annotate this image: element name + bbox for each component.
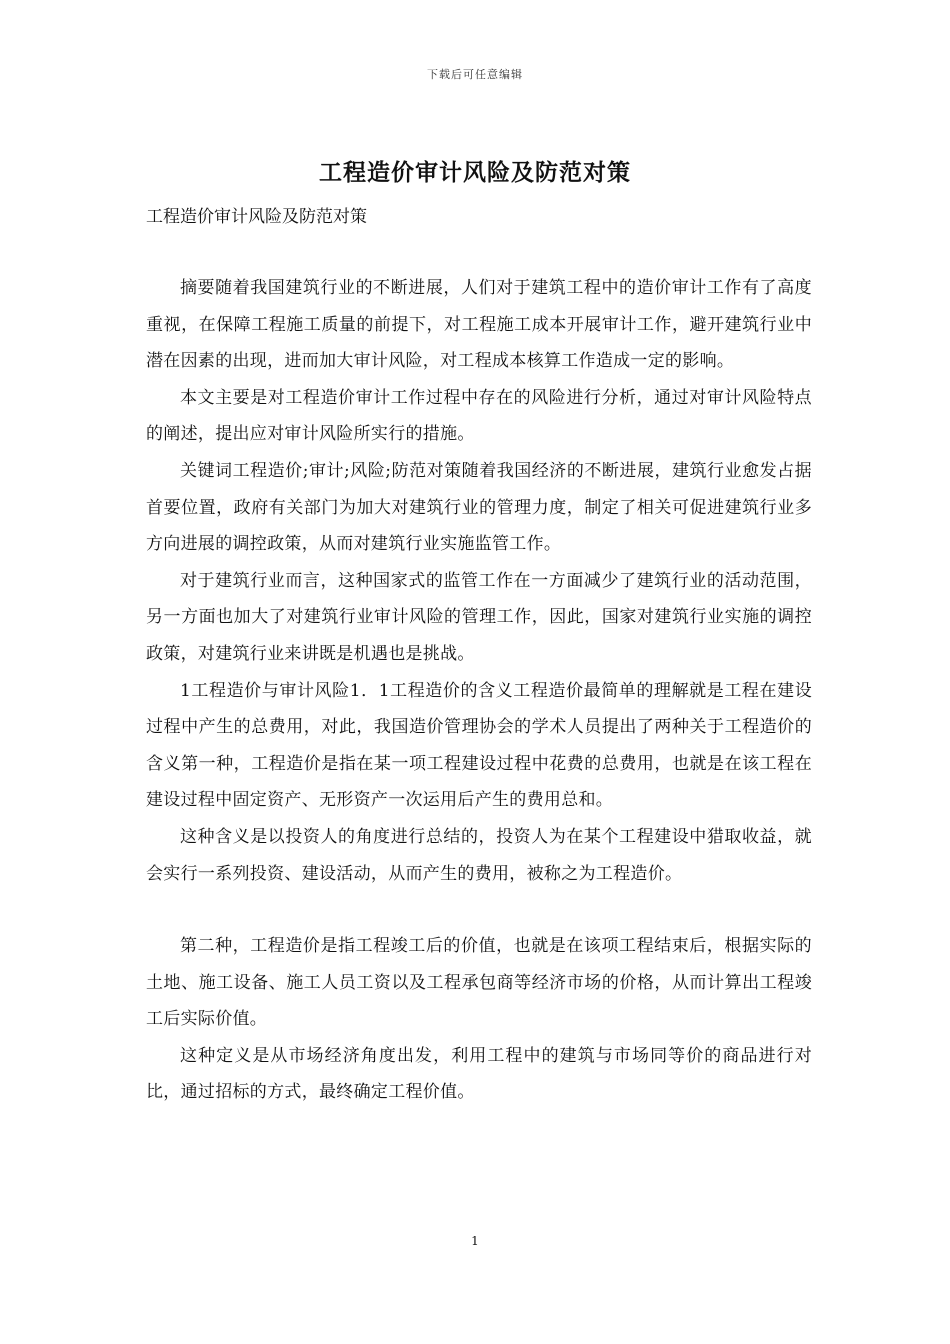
document-body (146, 270, 812, 1111)
paragraph-market-view: 这种定义是从市场经济角度出发，利用工程中的建筑与市场同等价的商品进行对比，通过招标的方式，最终确定工程价值。 (146, 1045, 812, 1103)
paragraph-investor-view: 这种含义是以投资人的角度进行总结的，投资人为在某个工程建设中猎取收益，就会实行一系列投资、建设活动，从而产生的费用，被称之为工程造价。 (146, 826, 812, 884)
paragraph-second-definition: 第二种，工程造价是指工程竣工后的价值，也就是在该项工程结束后，根据实际的土地、施工设备、施工人员工资以及工程承包商等经济市场的价格，从而计算出工程竣工后实际价值。 (146, 936, 812, 1030)
document-title: 工程造价审计风险及防范对策 (319, 159, 631, 186)
page-header-note: 下载后可任意编辑 (427, 68, 523, 81)
paragraph-abstract: 摘要随着我国建筑行业的不断进展，人们对于建筑工程中的造价审计工作有了高度重视，在保障工程施工质量的前提下，对工程施工成本开展审计工作，避开建筑行业中潜在因素的出现，进而加大审计风险，对工程成本核算工作造成一定的影响。 (146, 278, 812, 372)
paragraph-regulation: 对于建筑行业而言，这种国家式的监管工作在一方面减少了建筑行业的活动范围，另一方面也加大了对建筑行业审计风险的管理工作，因此，国家对建筑行业实施的调控政策，对建筑行业来讲既是机遇也是挑战。 (146, 570, 812, 664)
document-subtitle: 工程造价审计风险及防范对策 (146, 207, 367, 227)
paragraph-keywords: 关键词工程造价;审计;风险;防范对策随着我国经济的不断进展，建筑行业愈发占据首要位置，政府有关部门为加大对建筑行业的管理力度，制定了相关可促进建筑行业多方向进展的调控政策，从而对建筑行业实施监管工作。 (146, 460, 812, 555)
paragraph-section-1: 1工程造价与审计风险1．1工程造价的含义工程造价最简单的理解就是工程在建设过程中产生的总费用，对此，我国造价管理协会的学术人员提出了两种关于工程造价的含义第一种，工程造价是指在某一项工程建设过程中花费的总费用，也就是在该工程在建设过程中固定资产、无形资产一次运用后产生的费用总和。 (146, 680, 812, 811)
page-number: 1 (471, 1234, 479, 1248)
paragraph-purpose: 本文主要是对工程造价审计工作过程中存在的风险进行分析，通过对审计风险特点的阐述，提出应对审计风险所实行的措施。 (146, 387, 812, 445)
